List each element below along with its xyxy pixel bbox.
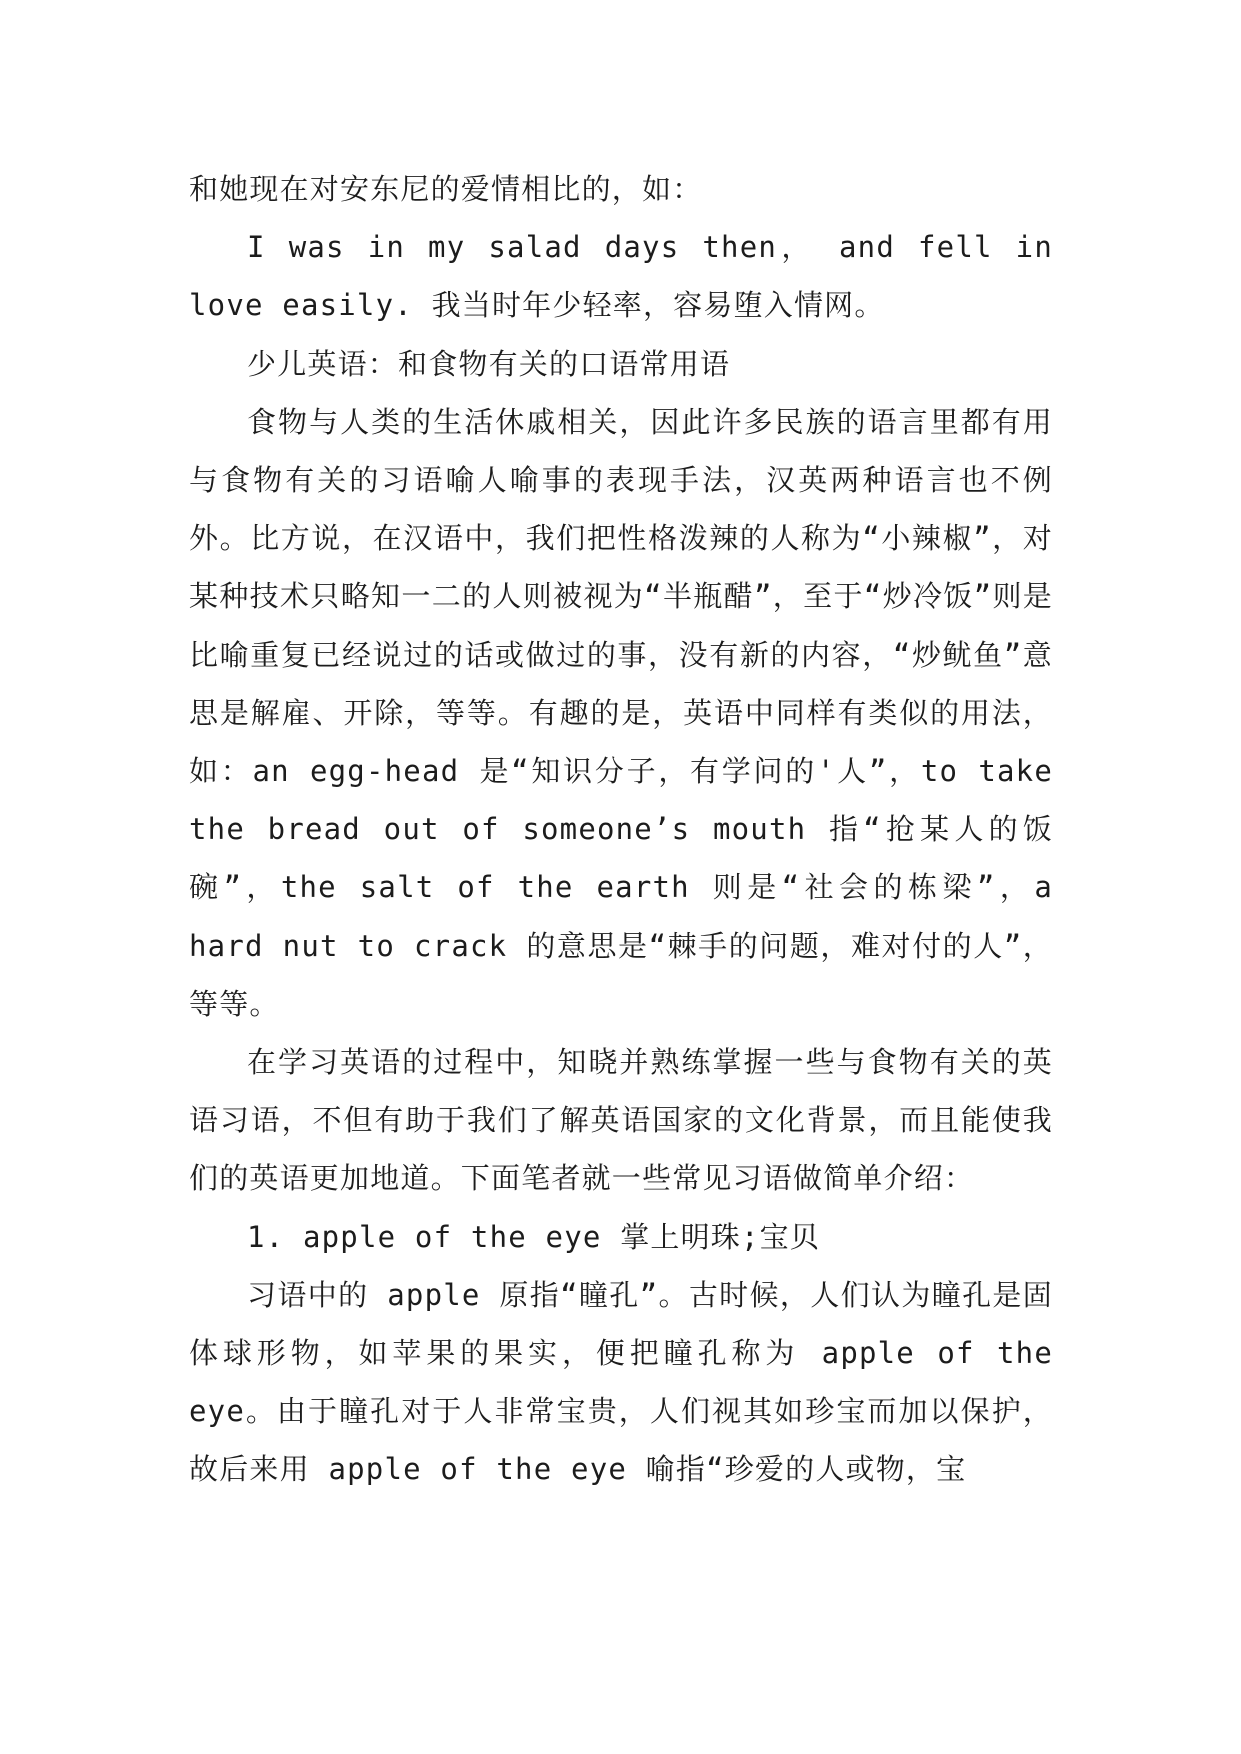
paragraph-example-sentence: I was in my salad days then， and fell in love easily. 我当时年少轻率，容易堕入情网。 [189, 230, 1053, 323]
paragraph-learning: 在学习英语的过程中，知晓并熟练掌握一些与食物有关的英语习语，不但有助于我们了解英语国家的文化背景，而且能使我们的英语更加地道。下面笔者就一些常见习语做简单介绍： [189, 1045, 1053, 1196]
paragraph-intro: 食物与人类的生活休戚相关，因此许多民族的语言里都有用与食物有关的习语喻人喻事的表现手法，汉英两种语言也不例外。比方说，在汉语中，我们把性格泼辣的人称为“小辣椒”，对某种技术只略知一二的人则被视为“半瓶醋”，至于“炒冷饭”则是比喻重复已经说过的话或做过的事，没有新的内容，“炒鱿鱼”意思是解雇、开除，等等。有趣的是，英语中同样有类似的用法，如：an egg-head 是“知识分子，有学问的'人”，to take the bread out of someone’s mouth 指“抢某人的饭碗”，the salt of the earth 则是“社会的栋梁”，a hard nut to crack 的意思是“棘手的问题，难对付的人”，等等。 [189, 404, 1053, 1021]
document-body [189, 160, 1053, 1499]
paragraph-explanation: 习语中的 apple 原指“瞳孔”。古时候，人们认为瞳孔是固体球形物，如苹果的果实，便把瞳孔称为 apple of the eye。由于瞳孔对于人非常宝贵，人们视其如珍宝而加以保护，故后来用 apple of the eye 喻指“珍爱的人或物，宝 [189, 1277, 1053, 1487]
list-item-heading: 1. apple of the eye 掌上明珠;宝贝 [247, 1219, 821, 1254]
paragraph-continuation: 和她现在对安东尼的爱情相比的，如： [189, 172, 703, 206]
section-heading: 少儿英语：和食物有关的口语常用语 [247, 346, 731, 381]
